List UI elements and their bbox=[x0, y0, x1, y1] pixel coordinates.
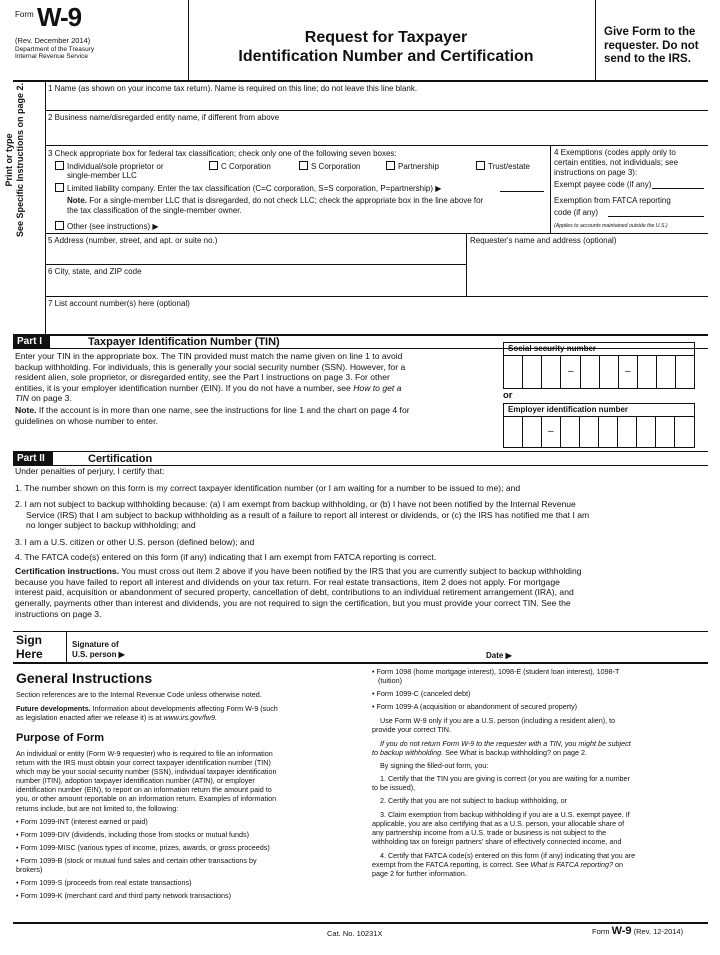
form-title-line2: Identification Number and Certification bbox=[238, 48, 534, 65]
line3-label: 3 Check appropriate box for federal tax classification; check only one of the following seven boxes: bbox=[48, 149, 397, 158]
checkbox-s-corp[interactable]: S Corporation bbox=[299, 161, 360, 172]
line1-label: 1 Name (as shown on your income tax return). Name is required on this line; do not leave this line blank. bbox=[48, 84, 418, 93]
line6-label: 6 City, state, and ZIP code bbox=[48, 267, 142, 276]
ein-field[interactable] bbox=[503, 416, 695, 448]
signature-label: Signature of U.S. person ▶ bbox=[72, 640, 125, 659]
form-label: Form bbox=[15, 10, 34, 19]
revision-date: (Rev. December 2014) bbox=[15, 36, 91, 45]
part1-instructions: Enter your TIN in the appropriate box. The TIN provided must match the name given on line 1 to avoid backup withholding. For individuals, this is generally your social security number (SSN). However, for a resident alien, sole proprietor, or disregarded entity, see the Part I instructions on page 3. For other entities, it is your employer identification number (EIN). If you do not have a number, see How to get a TIN on page 3. bbox=[15, 351, 406, 404]
requester-label: Requester's name and address (optional) bbox=[470, 236, 617, 245]
checkbox-individual-label2: single-member LLC bbox=[67, 171, 137, 180]
general-instructions-heading: General Instructions bbox=[16, 670, 153, 686]
llc-note: Note. For a single-member LLC that is disregarded, do not check LLC; check the appropriate box in the line above for bbox=[67, 196, 484, 205]
general-instructions-left: Section references are to the Internal Revenue Code unless otherwise noted. Future developments. Information about developments affecting Form W-9 (such as legislation enacted after we release it) is at www.irs.gov/fw9. bbox=[16, 690, 278, 723]
footer-form-id: Form W-9 (Rev. 12-2014) bbox=[592, 925, 684, 937]
signature-field[interactable] bbox=[160, 634, 460, 660]
sign-here-label: Sign Here bbox=[16, 633, 43, 661]
business-name-field[interactable] bbox=[46, 124, 708, 144]
fatca-label-2: code (if any) bbox=[554, 208, 599, 217]
ein-dash: – bbox=[548, 426, 554, 437]
part1-note: Note. If the account is in more than one name, see the instructions for line 1 and the chart on page 4 for guidelines on whose number to enter. bbox=[15, 405, 410, 426]
llc-note-line2: the tax classification of the single-member owner. bbox=[67, 206, 242, 215]
checkbox-trust[interactable]: Trust/estate bbox=[476, 161, 530, 172]
part1-label: Part I bbox=[13, 335, 50, 348]
fatca-code-field[interactable] bbox=[608, 216, 704, 217]
exempt-payee-label: Exempt payee code (if any) bbox=[554, 180, 652, 189]
part2-label: Part II bbox=[13, 452, 53, 465]
name-field[interactable] bbox=[46, 94, 708, 110]
exempt-payee-field[interactable] bbox=[652, 188, 704, 189]
ein-label: Employer identification number bbox=[503, 403, 695, 416]
ssn-dash-1: – bbox=[568, 366, 574, 377]
requester-field[interactable] bbox=[468, 247, 708, 295]
ssn-dash-2: – bbox=[625, 366, 631, 377]
checkbox-c-corp[interactable]: C Corporation bbox=[209, 161, 271, 172]
department: Department of the Treasury bbox=[15, 46, 95, 53]
account-numbers-field[interactable] bbox=[46, 310, 708, 334]
side-instructions-label: Print or type See Specific Instructions on page 2. bbox=[4, 82, 25, 238]
part1-title: Taxpayer Identification Number (TIN) bbox=[88, 336, 280, 348]
ssn-field[interactable] bbox=[503, 355, 695, 389]
form-number: W-9 bbox=[37, 2, 82, 32]
checkbox-individual[interactable]: Individual/sole proprietor or bbox=[55, 161, 164, 172]
line2-label: 2 Business name/disregarded entity name, if different from above bbox=[48, 113, 280, 122]
line7-label: 7 List account number(s) here (optional) bbox=[48, 299, 190, 308]
or-label: or bbox=[503, 390, 513, 401]
llc-classification-field[interactable] bbox=[500, 191, 544, 192]
date-field[interactable] bbox=[530, 634, 700, 660]
agency: Internal Revenue Service bbox=[15, 53, 88, 60]
line5-label: 5 Address (number, street, and apt. or suite no.) bbox=[48, 236, 218, 245]
city-state-zip-field[interactable] bbox=[46, 278, 464, 294]
ssn-label: Social security number bbox=[503, 342, 695, 355]
fatca-applies-note: (Applies to accounts maintained outside the U.S.) bbox=[554, 223, 668, 229]
checkbox-other[interactable]: Other (see instructions) ▶ bbox=[55, 221, 159, 232]
general-instructions-right: • Form 1098 (home mortgage interest), 1098-E (student loan interest), 1098-T (tuition) • Form 1099-C (canceled debt) • Form 1099-A (acquisition or abandonment of secured property) Use Form W-9 only if you are a U.S. person (including a resident alien), to provide your correct TIN. If you do not return Form W-9 to the requester with a TIN, you might be subject to backup withholding. See What is backup withholding? on page 2. By signing the filled-out form, you: 1. Certify that the TIN you are giving is correct (or you are waiting for a number to be issued), 2. Certify that you are not subject to backup withholding, or 3. Claim exemption from backup withholding if you are a U.S. exempt payee. If applicable, you are also certifying that as a U.S. person, your allocable share of any partnership income from a U.S. trade or business is not subject to the withholding tax on foreign partners' share of effectively connected income, and 4. Certify that FATCA code(s) entered on this form (if any) indicating that you are exempt from the FATCA reporting, is correct. See What is FATCA reporting? on page 2 for further information. bbox=[372, 667, 636, 878]
address-field[interactable] bbox=[46, 247, 464, 263]
date-label: Date ▶ bbox=[486, 651, 512, 660]
exemptions-label: 4 Exemptions (codes apply only to certain entities, not individuals; see instructions on page 3): bbox=[554, 148, 679, 177]
part2-title: Certification bbox=[88, 453, 153, 465]
certification-text: Under penalties of perjury, I certify that: 1. The number shown on this form is my correct taxpayer identification number (or I am waiting for a number to be issued to me); and 2. I am not subject to backup withholding because: (a) I am exempt from backup withholding, or (b) I have not been notified by the Internal Revenue Service (IRS) that I am subject to backup withholding as a result of a failure to report all interest or dividends, or (c) the IRS has notified me that I am no longer subject to backup withholding; and 3. I am a U.S. citizen or other U.S. person (defined below); and 4. The FATCA code(s) entered on this form (if any) indicating that I am exempt from FATCA reporting is correct. Certification instructions. You must cross out item 2 above if you have been notified by the IRS that you are currently subject to backup withholding because you have failed to report all interest and dividends on your tax return. For real estate transactions, item 2 does not apply. For mortgage interest paid, acquisition or abandonment of secured property, cancellation of debt, contributions to an individual retirement arrangement (IRA), and generally, payments other than interest and dividends, you are not required to sign the certification, but you must provide your correct TIN. See the instructions on page 3. bbox=[15, 466, 590, 619]
purpose-text: An individual or entity (Form W-9 requester) who is required to file an information return with the IRS must obtain your correct taxpayer identification number (TIN) which may be your social security number (SSN), individual taxpayer identification number (ITIN), adoption taxpayer identification number (ATIN), or employer identification number (EIN), to report on an information return the amount paid to you, or other amount reportable on an information return. Examples of information returns include, but are not limited to, the following: • Form 1099-INT (interest earned or paid) • Form 1099-DIV (dividends, including those from stocks or mutual funds) • Form 1099-MISC (various types of income, prizes, awards, or gross proceeds) • Form 1099-B (stock or mutual fund sales and certain other transactions by brokers) • Form 1099-S (proceeds from real estate transactions) • Form 1099-K (merchant card and third party network transactions) bbox=[16, 749, 277, 901]
purpose-heading: Purpose of Form bbox=[16, 732, 105, 744]
checkbox-partnership[interactable]: Partnership bbox=[386, 161, 439, 172]
fatca-label: Exemption from FATCA reporting bbox=[554, 196, 671, 205]
form-header bbox=[13, 0, 708, 82]
give-form-note: Give Form to the requester. Do not send to the IRS. bbox=[604, 26, 699, 65]
part2-header bbox=[13, 452, 708, 466]
checkbox-llc[interactable]: Limited liability company. Enter the tax classification (C=C corporation, S=S corporation, P=partnership) ▶ bbox=[55, 183, 441, 194]
form-title-line1: Request for Taxpayer bbox=[304, 29, 468, 46]
catalog-number: Cat. No. 10231X bbox=[327, 929, 383, 938]
